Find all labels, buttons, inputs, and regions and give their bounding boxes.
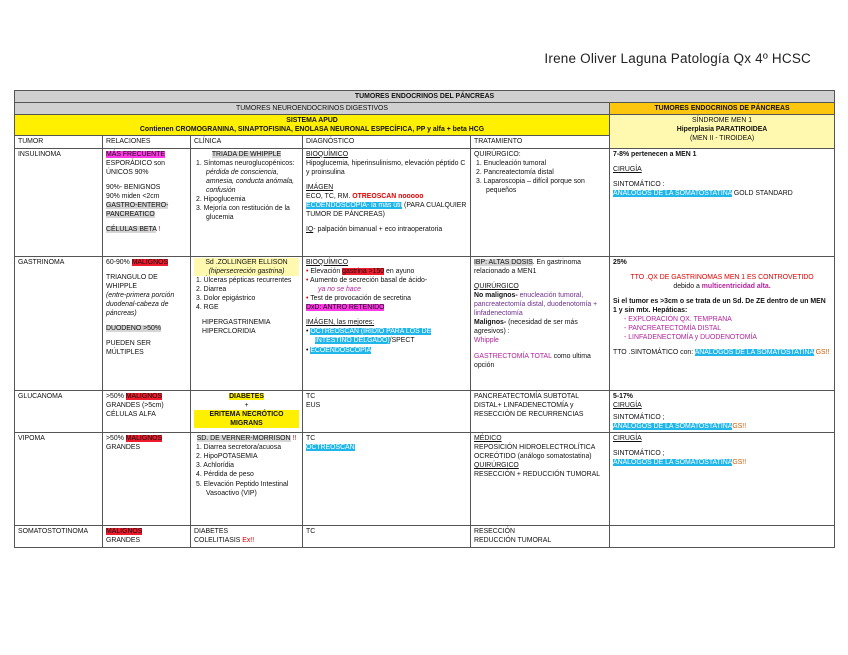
insulinoma-cli: TRIADA DE WHIPPLE 1. Síntomas neuroglucopénicos: pérdida de consciencia, amnesia, conducta anómala, confusión 2. Hipoglucemia 3. Mejoría con restitución de la glucemia	[191, 148, 303, 256]
insulinoma-dx-6: (PARA CUALQUIER TUMOR DE PÁNCREAS)	[306, 202, 467, 219]
vipoma-tx-1: REPOSICIÓN HIDROELECTROLÍTICA	[474, 444, 596, 452]
somato-cli-1: COLELITIASIS	[194, 537, 241, 545]
gastrinoma-tx-1: . En gastrinoma relacionado a MEN1	[474, 258, 581, 275]
insulinoma-dx-1: Hipoglucemia, hiperinsulinismo, elevación péptido C y proinsulina	[306, 159, 466, 176]
insulinoma-men-0: 7-8% pertenecen a MEN 1	[613, 150, 697, 158]
insulinoma-rel	[103, 148, 191, 256]
vipoma-name: VIPOMA	[15, 432, 103, 525]
gastrinoma-dx-10: /SPECT	[389, 337, 415, 345]
glucanoma-men	[610, 390, 835, 432]
vipoma-tx-0: MÉDICO	[474, 434, 502, 442]
glucanoma-rel-2: GRANDES (>5cm)	[106, 401, 164, 409]
somato-rel-1: GRANDES	[106, 537, 141, 545]
insulinoma-rel-4: GASTRO-ENTERO-PANCREATICO	[106, 202, 169, 219]
somato-dx-0: TC	[306, 527, 316, 535]
row-glucanoma	[15, 390, 835, 432]
somato-cli-0: DIABETES	[194, 527, 229, 535]
somato-name: SOMATOSTOTINOMA	[15, 525, 103, 547]
gastrinoma-men-12: ANÁLOGOS DE LA SOMATOSTATINA	[694, 349, 814, 357]
insulinoma-dx-3: ECO, TC, RM.	[306, 192, 351, 200]
insulinoma-name: INSULINOMA	[15, 148, 103, 256]
gastrinoma-men-8: PANCREATECTOMÍA DISTAL	[628, 325, 722, 333]
insulinoma-rel-1: ESPORÁDICO son ÚNICOS 90%	[106, 159, 165, 176]
insulinoma-dx-8: - palpación bimanual + eco intraoperatoria	[313, 226, 443, 234]
gastrinoma-cli-5: Dolor epigástrico	[203, 294, 256, 302]
title-row	[15, 91, 835, 103]
gastrinoma-rel-0: 60-90%	[106, 258, 130, 266]
vipoma-rel	[103, 432, 191, 525]
vipoma-men-1: SINTOMÁTICO ;	[613, 450, 665, 458]
vipoma-men	[610, 432, 835, 525]
vipoma-cli-7: Pérdida de peso	[203, 471, 254, 479]
somato-cli-2: Ex!!	[242, 537, 255, 545]
glucanoma-cli-1: +	[244, 401, 249, 409]
glucanoma-men-2: SINTOMÁTICO ;	[613, 413, 665, 421]
insulinoma-tx-6: Laparoscopia – difícil porque son pequeños	[483, 177, 585, 194]
gastrinoma-dx-8: IMÁGEN, las mejores:	[306, 319, 375, 327]
gastrinoma-dx-6: Test de provocación de secretina	[310, 294, 411, 302]
vipoma-cli-9: Elevación Peptido Intestinal Vasoactivo (VIP)	[203, 480, 289, 497]
insulinoma-rel-5: CÉLULAS BETA	[106, 226, 157, 234]
glucanoma-men-0: 5-17%	[613, 392, 633, 400]
vipoma-men-3: GS!!	[732, 459, 747, 467]
gastrinoma-dx-0: BIOQUÍMICO	[306, 258, 349, 266]
insulinoma-rel-2: 90%- BENIGNOS	[106, 183, 161, 191]
insulinoma-dx-5: ECOENDOSCOPIA- la más útil	[306, 202, 403, 210]
gastrinoma-dx-1: Elevación	[310, 267, 341, 275]
glucanoma-cli	[191, 390, 303, 432]
table-title: TUMORES ENDOCRINOS DEL PÁNCREAS	[15, 91, 835, 103]
insulinoma-tx: QUIRÚRGICO: 1. Enucleación tumoral 2. Pancreatectomía distal 3. Laparoscopia – difícil porque son pequeños	[471, 148, 610, 256]
insulinoma-cli-4: Hipoglucemia	[203, 196, 246, 204]
insulinoma-men-2: SINTOMÁTICO :	[613, 180, 665, 188]
insulinoma-rel-0: MÁS FRECUENTE	[106, 150, 165, 158]
vipoma-tx-4: RESECCIÓN + REDUCCIÓN TUMORAL	[474, 471, 601, 479]
gastrinoma-rel-1: MALIGNOS	[131, 258, 169, 266]
men1-parat: PARATIROIDEA	[715, 126, 768, 134]
row-gastrinoma	[15, 256, 835, 390]
glucanoma-tx	[471, 390, 610, 432]
gastrinoma-men-10: LINFADENECTOMÍA y DUODENOTOMÍA	[628, 334, 757, 342]
gastrinoma-cli-8: HIPERGASTRINEMIA	[202, 319, 271, 327]
apud-sub: Contienen CROMOGRANINA, SINAPTOFISINA, ENOLASA NEURONAL ESPECÍFICA, PP y alfa + beta HCG	[139, 126, 485, 134]
vipoma-dx-0: TC	[306, 434, 316, 442]
glucanoma-rel-0: >50%	[106, 392, 124, 400]
gastrinoma-rel-4: DUODENO >50%	[106, 325, 161, 333]
insulinoma-tx-2: Enucleación tumoral	[483, 159, 547, 167]
vipoma-cli: SD. DE VERNER-MORRISON !! 1. Diarrea secretora/acuosa 2. HipoPOTASEMIA 3. Achlorídia 4. Pérdida de peso 5. Elevación Peptido Intestinal Vasoactivo (VIP)	[191, 432, 303, 525]
glucanoma-dx-1: EUS	[306, 401, 321, 409]
insulinoma-cli-6: Mejoría con restitución de la glucemia	[203, 205, 290, 222]
gastrinoma-rel-5: PUEDEN SER MÚLTIPLES	[106, 340, 151, 357]
men1-cell	[610, 115, 835, 148]
gastrinoma-name: GASTRINOMA	[15, 256, 103, 390]
glucanoma-tx-0: PANCREATECTOMÍA SUBTOTAL DISTAL+ LINFADENECTOMÍA y RESECCIÓN DE RECURRENCIAS	[474, 392, 584, 418]
glucanoma-rel-3: CÉLULAS ALFA	[106, 410, 156, 418]
insulinoma-tx-4: Pancreatectomía distal	[483, 168, 554, 176]
somato-tx-0: RESECCIÓN	[474, 527, 515, 535]
glucanoma-name: GLUCANOMA	[15, 390, 103, 432]
section-left: TUMORES NEUROENDOCRINOS DIGESTIVOS	[15, 103, 610, 115]
gastrinoma-rel	[103, 256, 191, 390]
glucanoma-dx	[303, 390, 471, 432]
gastrinoma-tx-5: Malignos-	[474, 319, 507, 327]
gastrinoma-dx-3: en ayuno	[386, 267, 415, 275]
vipoma-cli-title: SD. DE VERNER-MORRISON	[196, 434, 291, 442]
gastrinoma-men: 25% TTO .QX DE GASTRINOMAS MEN 1 ES CONTROVETIDO debido a multicentricidad alta. Si el tumor es >3cm o se trata de un Sd. De ZE dentro de un MEN 1 y sin mtx. Hepáticas: - EXPLORACIÓN QX. TEMPRANA - PANCREATECTOMÍA DISTAL - LINFADENECTOMÍA y DUODENOTOMÍA TTO .SINTOMÁTICO con: ANÁLOGOS DE LA SOMATOSTATINA GS!!	[610, 256, 835, 390]
somato-tx	[471, 525, 610, 547]
vipoma-cli-ex: !!	[292, 434, 297, 442]
gastrinoma-men-1: TTO .QX DE GASTRINOMAS MEN 1 ES CONTROVETIDO	[630, 273, 814, 281]
gastrinoma-men-6: EXPLORACIÓN QX. TEMPRANA	[628, 316, 732, 324]
gastrinoma-dx-2: gastrina >150	[342, 267, 385, 275]
gastrinoma-men-0: 25%	[613, 258, 627, 266]
vipoma-dx	[303, 432, 471, 525]
insulinoma-cli-2: pérdida de consciencia, amnesia, conducta anómala, confusión	[206, 168, 295, 194]
insulinoma-dx-7: IQ	[306, 226, 314, 234]
vipoma-men-0: CIRUGÍA	[613, 434, 642, 442]
vipoma-cli-3: HipoPOTASEMIA	[203, 453, 258, 461]
gastrinoma-cli-title: Sd .ZOLLINGER ELLISON	[194, 258, 299, 267]
section-row	[15, 103, 835, 115]
insulinoma-cli-title: TRIADA DE WHIPPLE	[211, 150, 282, 158]
men1-sub: (MEN II - TIROIDEA)	[689, 135, 755, 143]
vipoma-rel-1: MALIGNOS	[125, 434, 163, 442]
insulinoma-dx-2: IMÁGEN	[306, 183, 334, 191]
gastrinoma-tx-7: Whipple	[474, 337, 499, 345]
author-header: Irene Oliver Laguna Patología Qx 4º HCSC	[544, 51, 811, 66]
vipoma-men-2: ANÁLOGOS DE LA SOMATOSTATINA	[613, 459, 733, 467]
glucanoma-men-3: ANÁLOGOS DE LA SOMATOSTATINA	[613, 422, 733, 430]
somato-tx-1: REDUCCIÓN TUMORAL	[474, 537, 552, 545]
insulinoma-rel-6: !	[158, 226, 161, 234]
insulinoma-rel-3: 90% miden <2cm	[106, 192, 160, 200]
col-diagnostico: DIAGNÓSTICO	[303, 136, 471, 148]
insulinoma-men-1: CIRUGÍA	[613, 165, 642, 173]
men1-hiper: Hiperplasia	[676, 126, 714, 134]
gastrinoma-rel-3: (entre-primera porción duodenal-cabeza de páncreas)	[106, 291, 175, 318]
insulinoma-men-4: GOLD STANDARD	[733, 189, 793, 197]
gastrinoma-dx-5: ya no se hace	[318, 285, 361, 293]
apud-row	[15, 115, 835, 136]
glucanoma-cli-2: ERITEMA NECRÓTICO MIGRANS	[194, 410, 299, 428]
gastrinoma-tx	[471, 256, 610, 390]
apud-cell	[15, 115, 610, 136]
tumor-table	[14, 90, 835, 548]
section-right: TUMORES ENDOCRINOS DE PÁNCREAS	[610, 103, 835, 115]
gastrinoma-cli-3: Diarrea	[203, 285, 227, 293]
gastrinoma-tx-0: IBP: ALTAS DOSIS	[474, 258, 533, 266]
gastrinoma-men-13: GS!!	[815, 349, 830, 357]
vipoma-cli-1: Diarrea secretora/acuosa	[203, 444, 282, 452]
glucanoma-cli-0: DIABETES	[229, 392, 264, 400]
insulinoma-cli-1: Síntomas neuroglucopénicos:	[203, 159, 295, 167]
vipoma-rel-2: GRANDES	[106, 444, 141, 452]
row-somatostatinoma	[15, 525, 835, 547]
somato-men	[610, 525, 835, 547]
apud-title: SISTEMA APUD	[286, 117, 338, 125]
somato-dx	[303, 525, 471, 547]
glucanoma-rel	[103, 390, 191, 432]
glucanoma-rel-1: MALIGNOS	[125, 392, 163, 400]
somato-cli	[191, 525, 303, 547]
gastrinoma-cli-7: RGE	[203, 304, 219, 312]
glucanoma-dx-0: TC	[306, 392, 316, 400]
gastrinoma-cli: Sd .ZOLLINGER ELLISON (hipersecreción gastrina) 1. Úlceras pépticas recurrentes 2. Diarrea 3. Dolor epigástrico 4. RGE HIPERGASTRINEMIA HIPERCLORIDIA	[191, 256, 303, 390]
gastrinoma-dx-11: ECOENDOSCOPIA	[310, 346, 372, 354]
row-vipoma	[15, 432, 835, 525]
gastrinoma-dx-4: Aumento de secreción basal de ácido-	[309, 276, 428, 284]
gastrinoma-men-4: Si el tumor es >3cm o se trata de un Sd. De ZE dentro de un MEN 1 y sin mtx. Hepáticas:	[613, 297, 826, 314]
gastrinoma-tx-9: como ultima opción	[474, 352, 591, 369]
vipoma-tx-2: OCREÓTIDO (análogo somatostatina)	[474, 453, 592, 461]
gastrinoma-cli-1: Úlceras pépticas recurrentes	[203, 276, 292, 284]
vipoma-dx-1: OCTREOSCAN	[306, 444, 355, 452]
gastrinoma-men-3: multicentricidad alta.	[701, 282, 771, 290]
gastrinoma-rel-2: TRIANGULO DE WHIPPLE	[106, 273, 158, 290]
vipoma-tx-3: QUIRÚRGICO	[474, 462, 519, 470]
gastrinoma-cli-9: HIPERCLORIDIA	[202, 328, 256, 336]
glucanoma-men-1: CIRUGÍA	[613, 401, 642, 409]
men1-title: SÍNDROME MEN 1	[691, 117, 753, 125]
col-tratamiento: TRATAMIENTO	[471, 136, 610, 148]
col-relaciones: RELACIONES	[103, 136, 191, 148]
gastrinoma-men-2: debido a	[673, 282, 700, 290]
col-clinica: CLÍNICA	[191, 136, 303, 148]
vipoma-rel-0: >50%	[106, 434, 124, 442]
insulinoma-dx	[303, 148, 471, 256]
gastrinoma-dx-7: DxD: ANTRO RETENIDO	[306, 304, 385, 312]
row-insulinoma	[15, 148, 835, 256]
gastrinoma-dx-9: OCTREOSCAN (IRIDIO PARA LOS DE INTESTINO DELGADO)	[310, 328, 432, 345]
somato-rel	[103, 525, 191, 547]
gastrinoma-tx-4: enucleación tumoral, pancreatectomía distal, duodenotomía + linfadenectomía	[474, 291, 598, 318]
gastrinoma-tx-3: No malignos-	[474, 291, 518, 299]
somato-rel-0: MALIGNOS	[106, 527, 143, 535]
insulinoma-dx-0: BIOQUÍMICO	[306, 150, 349, 158]
gastrinoma-tx-2: QUIRÚRGICO	[474, 282, 519, 290]
col-tumor: TUMOR	[15, 136, 103, 148]
insulinoma-tx-0: QUIRÚRGICO:	[474, 150, 521, 158]
insulinoma-men-3: ANÁLOGOS DE LA SOMATOSTATINA	[613, 189, 732, 197]
gastrinoma-cli-sub: (hipersecreción gastrina)	[194, 267, 299, 276]
vipoma-cli-5: Achlorídia	[203, 462, 234, 470]
insulinoma-men	[610, 148, 835, 256]
vipoma-tx	[471, 432, 610, 525]
gastrinoma-tx-6: (necesidad de ser más agresivos) :	[474, 319, 578, 336]
gastrinoma-dx: BIOQUÍMICO • Elevación gastrina >150 en ayuno • Aumento de secreción basal de ácido- ya no se hace • Test de provocación de secretina DxD: ANTRO RETENIDO IMÁGEN, las mejores: • OCTREOSCAN (IRIDIO PARA LOS DE INTESTINO DELGADO)/SPECT • ECOENDOSCOPIA	[303, 256, 471, 390]
glucanoma-men-4: GS!!	[732, 422, 747, 430]
gastrinoma-tx-8: GASTRECTOMÍA TOTAL	[474, 352, 552, 360]
insulinoma-dx-4: OTREOSCAN nooooo	[352, 192, 424, 200]
gastrinoma-men-11: TTO .SINTOMÁTICO con:	[613, 349, 694, 357]
